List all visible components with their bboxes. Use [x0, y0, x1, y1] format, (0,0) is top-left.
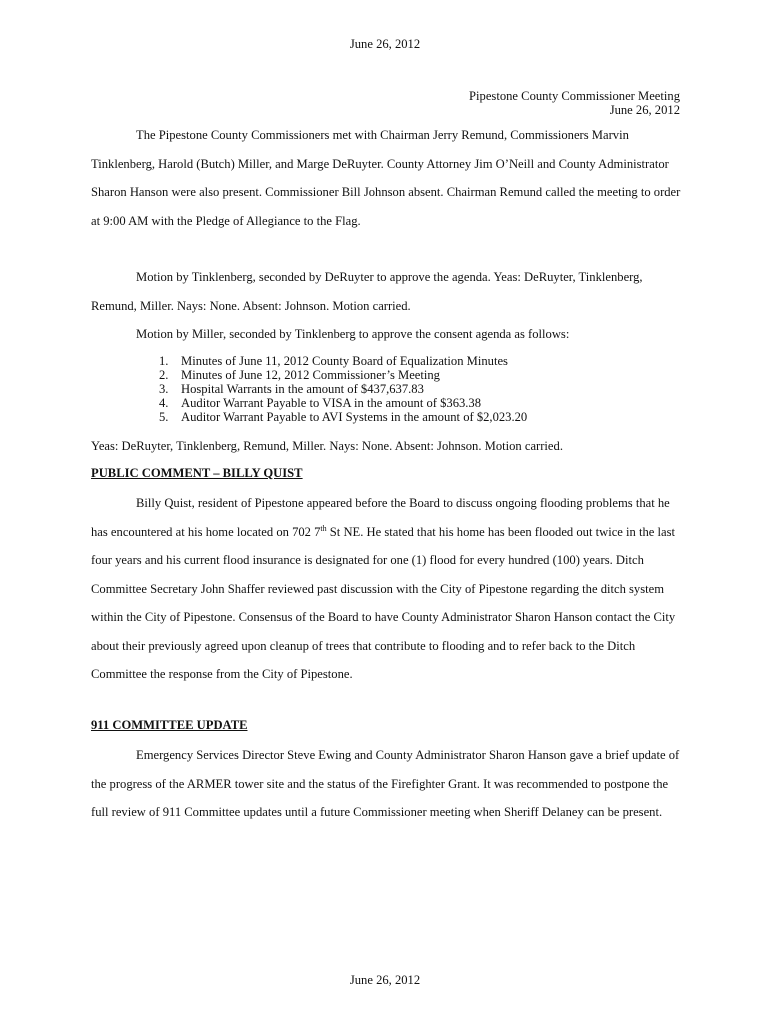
list-item: 1. Minutes of June 11, 2012 County Board of Equalization Minutes — [159, 354, 508, 368]
attendance-paragraph-block — [91, 121, 683, 235]
consent-list-block — [91, 354, 691, 424]
agenda-motion-paragraph: Motion by Tinklenberg, seconded by DeRuyter to approve the agenda. Yeas: DeRuyter, Tinklenberg, Remund, Miller. Nays: None. Absent: Johnson. Motion carried. — [91, 270, 643, 313]
running-header-date: June 26, 2012 — [349, 37, 421, 51]
agenda-motion-block — [91, 263, 683, 320]
attendance-paragraph: The Pipestone County Commissioners met with Chairman Jerry Remund, Commissioners Marvin Tinklenberg, Harold (Butch) Miller, and Marge DeRuyter. County Attorney Jim O’Neill and County Administrator Sharon Hanson were also present. Commissioner Bill Johnson absent. Chairman Remund called the meeting to order at 9:00 AM with the Pledge of Allegiance to the Flag. — [91, 128, 681, 228]
public-comment-paragraph: Billy Quist, resident of Pipestone appeared before the Board to discuss ongoing flooding problems that he has encountered at his home located on 702 7th St NE. He stated that his home has been flooded out twice in the last four years and his current flood insurance is designated for one (1) flood for every hundred (100) years. Ditch Committee Secretary John Shaffer reviewed past discussion with the City of Pipestone regarding the ditch system within the City of Pipestone. Consensus of the Board to have County Administrator Sharon Hanson contact the City about their previously agreed upon cleanup of trees that contribute to flooding and to refer back to the Ditch Committee the response from the City of Pipestone. — [91, 496, 676, 681]
list-item: 4. Auditor Warrant Payable to VISA in the amount of $363.38 — [159, 396, 482, 410]
list-item: 2. Minutes of June 12, 2012 Commissioner’s Meeting — [159, 368, 440, 382]
committee-911-section — [91, 711, 683, 827]
public-comment-section — [91, 459, 683, 689]
consent-motion-block — [91, 320, 683, 349]
section-heading-public-comment: PUBLIC COMMENT – BILLY QUIST — [91, 466, 303, 480]
consent-vote-block — [91, 432, 683, 461]
consent-motion-paragraph: Motion by Miller, seconded by Tinklenberg to approve the consent agenda as follows: — [136, 327, 570, 341]
list-item: 5. Auditor Warrant Payable to AVI Systems in the amount of $2,023.20 — [159, 410, 528, 424]
meeting-date: June 26, 2012 — [609, 103, 680, 117]
section-heading-911-committee: 911 COMMITTEE UPDATE — [91, 718, 248, 732]
committee-911-paragraph: Emergency Services Director Steve Ewing and County Administrator Sharon Hanson gave a brief update of the progress of the ARMER tower site and the status of the Firefighter Grant. It was recommended to postpone the full review of 911 Committee updates until a future Commissioner meeting when Sheriff Delaney can be present. — [91, 748, 680, 819]
consent-agenda-list — [91, 354, 691, 424]
list-item: 3. Hospital Warrants in the amount of $437,637.83 — [159, 382, 424, 396]
running-footer-date: June 26, 2012 — [349, 973, 421, 987]
meeting-title: Pipestone County Commissioner Meeting — [469, 89, 680, 103]
consent-vote-paragraph: Yeas: DeRuyter, Tinklenberg, Remund, Miller. Nays: None. Absent: Johnson. Motion carried. — [91, 439, 563, 453]
meeting-title-block — [469, 89, 680, 117]
